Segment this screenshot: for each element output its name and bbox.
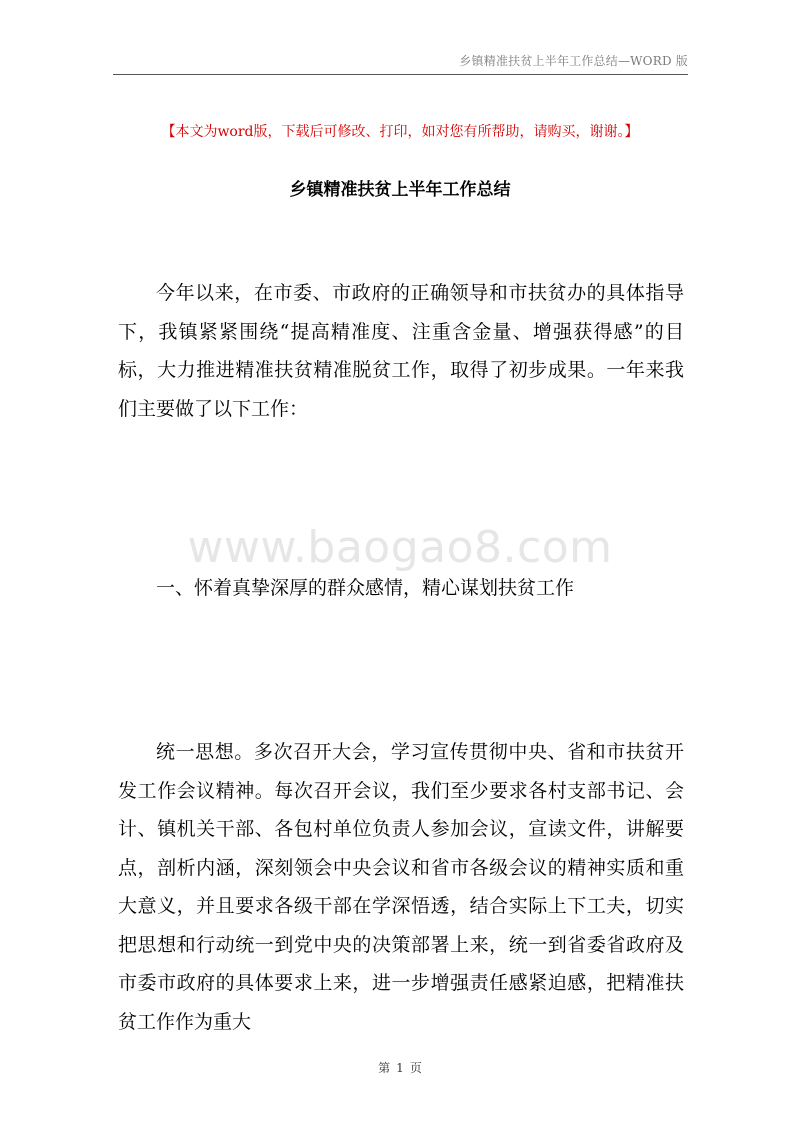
paragraph-body: 统一思想。多次召开大会，学习宣传贯彻中央、省和市扶贫开发工作会议精神。每次召开会议，我们至少要求各村支部书记、会计、镇机关干部、各包村单位负责人参加会议，宣读文件，讲解要点，剖析内涵，深刻领会中央会议和省市各级会议的精神实质和重大意义，并且要求各级干部在学深悟透，结合实际上下工夫，切实把思想和行动统一到党中央的决策部署上来，统一到省委省政府及市委市政府的具体要求上来，进一步增强责任感紧迫感，把精准扶贫工作作为重大 xyxy=(118,741,684,1033)
watermark: www.baogao8.com xyxy=(187,522,613,573)
document-title: 乡镇精准扶贫上半年工作总结 xyxy=(289,180,511,200)
page-number: 1 xyxy=(396,1061,404,1075)
page-prefix: 第 xyxy=(378,1061,391,1075)
header-divider xyxy=(113,74,688,75)
paragraph-intro: 今年以来，在市委、市政府的正确领导和市扶贫办的具体指导下，我镇紧紧围绕“提高精准度、注重含金量、增强获得感”的目标，大力推进精准扶贫精准脱贫工作，取得了初步成果。一年来我们主要做了以下工作： xyxy=(118,282,684,420)
page-suffix: 页 xyxy=(409,1061,422,1075)
running-header: 乡镇精准扶贫上半年工作总结—WORD 版 xyxy=(459,54,688,68)
page-footer xyxy=(0,1059,800,1076)
section-heading: 一、怀着真挚深厚的群众感情，精心谋划扶贫工作 xyxy=(156,577,575,599)
purchase-notice: 【本文为word版，下载后可修改、打印，如对您有所帮助，请购买，谢谢。】 xyxy=(161,124,639,140)
